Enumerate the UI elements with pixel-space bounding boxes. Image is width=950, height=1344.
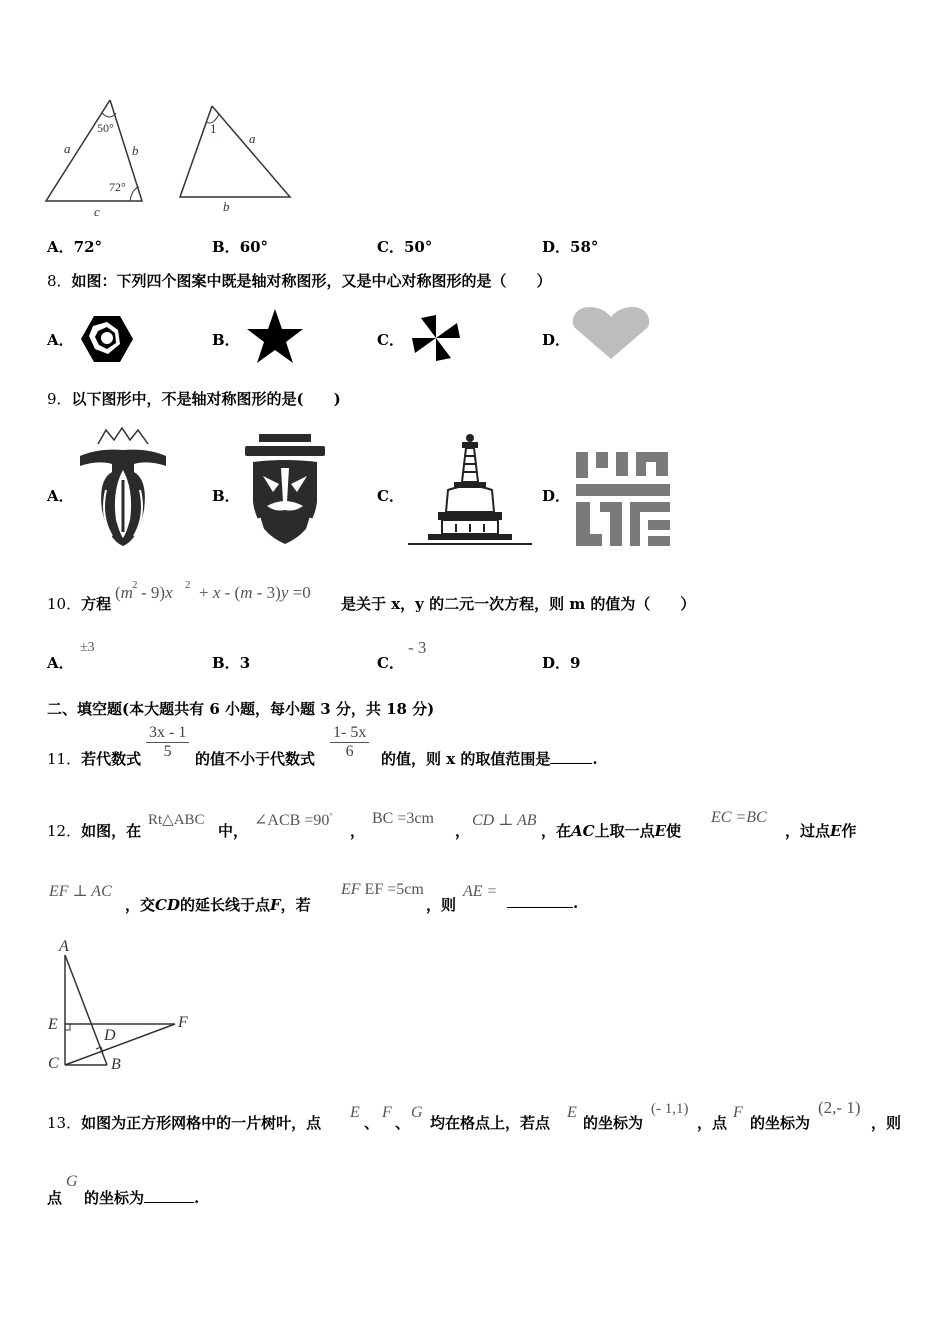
q13-stem-3: 的坐标为 <box>583 1114 644 1132</box>
q8-option-b[interactable]: B． <box>212 331 240 349</box>
q12-answer: . <box>507 894 578 912</box>
q12-text-zhong: 中， <box>218 822 249 840</box>
q9-opera-mask-icon <box>243 432 327 548</box>
q13-stem-2: 均在格点上，若点 <box>430 1114 551 1132</box>
q10-option-b[interactable]: B．3 <box>212 654 251 672</box>
q12-comma-1: ， <box>350 822 366 840</box>
q10-stem: 10．方程 <box>47 595 112 613</box>
q13-sep-1: 、 <box>364 1114 380 1132</box>
q12-ae: AE = <box>463 883 498 900</box>
q13-stem-6: ，则 <box>871 1114 902 1132</box>
q7-triangle-figure-1 <box>40 95 160 220</box>
q12-ec-bc: EC =BC <box>711 809 767 826</box>
q9-option-d[interactable]: D． <box>542 487 571 505</box>
q8-option-d[interactable]: D． <box>542 331 571 349</box>
q7-option-b[interactable]: B．60° <box>212 238 269 256</box>
q8-option-c[interactable]: C． <box>377 331 404 349</box>
q13-point-g-2: G <box>66 1173 78 1190</box>
q10-option-c-value: - 3 <box>408 638 427 657</box>
q11-answer-blank[interactable] <box>550 763 592 764</box>
svg-text:+ x - (m - 3)y =0: + x - (m - 3)y =0 <box>199 583 311 602</box>
q10-stem-suffix: 是关于 x，y 的二元一次方程，则 m 的值为（ ） <box>341 595 696 613</box>
fig2-side-a: a <box>249 131 256 146</box>
fig1-angle-top: 50° <box>97 121 114 135</box>
q8-star-icon <box>246 309 304 363</box>
fig1-side-b: b <box>132 143 139 158</box>
q7-option-d[interactable]: D．58° <box>542 238 599 256</box>
q9-pagoda-icon <box>408 432 532 548</box>
q12-ef-5cm: EF EF =5cm <box>341 881 424 898</box>
q13-stem-1: 13．如图为正方形网格中的一片树叶，点 <box>47 1114 322 1132</box>
q12-stem-1: 12．如图，在 <box>47 822 142 840</box>
q8-option-a[interactable]: A． <box>47 331 74 349</box>
q13-sep-2: 、 <box>395 1114 411 1132</box>
q11-fraction-1: $\frac{3x - 1}{5}$ <box>146 724 189 761</box>
q10-option-c[interactable]: C． <box>377 654 404 672</box>
q12-cd-perp-ab: CD ⊥ AB <box>472 812 537 829</box>
q10-option-d[interactable]: D．9 <box>542 654 581 672</box>
q12-label-f: F <box>178 1014 188 1031</box>
q13-e-coordinate: (- 1,1) <box>651 1101 689 1117</box>
q13-stem-5: 的坐标为 <box>750 1114 811 1132</box>
fig2-side-b: b <box>223 199 230 214</box>
section-2-title: 二、填空题(本大题共有 6 小题，每小题 3 分，共 18 分) <box>47 700 435 718</box>
fig1-side-c: c <box>94 204 100 219</box>
q9-option-c[interactable]: C． <box>377 487 404 505</box>
q12-rt-abc: Rt△ABC <box>148 812 205 828</box>
q13-point-e: E <box>350 1104 360 1121</box>
q9-option-b[interactable]: B． <box>212 487 240 505</box>
q12-stem-4: ，交CD的延长线于点F，若 <box>125 896 311 914</box>
q12-angle-acb: ∠ACB =90° <box>254 811 333 829</box>
q8-heart-icon <box>572 305 650 361</box>
q11-stem-3: 的值，则 x 的取值范围是 . <box>381 750 598 768</box>
q13-point-e-2: E <box>567 1104 577 1121</box>
fig2-angle-1: 1 <box>210 121 217 136</box>
q12-stem-3: ，过点E作 <box>785 822 857 840</box>
svg-text:- 9)x: - 9)x <box>141 583 173 602</box>
q12-text-ze: ，则 <box>426 896 457 914</box>
q12-label-c: C <box>48 1055 59 1072</box>
q9-bird-emblem-icon <box>78 420 168 548</box>
q10-equation <box>113 578 341 604</box>
q13-answer-blank[interactable] <box>144 1202 194 1203</box>
q7-triangle-figure-2 <box>175 100 295 210</box>
svg-text:2: 2 <box>132 579 138 591</box>
q13-line2-dian: 点 <box>47 1189 63 1207</box>
q10-option-a-value: ±3 <box>80 640 95 655</box>
q13-f-coordinate: (2,- 1) <box>818 1098 861 1117</box>
svg-text:(m: (m <box>115 583 133 602</box>
q8-pinwheel-icon <box>410 314 462 362</box>
q7-option-c[interactable]: C．50° <box>377 238 433 256</box>
q13-line2-rest: 的坐标为 . <box>84 1189 200 1207</box>
q12-comma-2: ， <box>455 822 471 840</box>
q12-label-b: B <box>111 1056 121 1073</box>
svg-text:2: 2 <box>185 579 191 591</box>
q11-stem-1: 11．若代数式 <box>47 750 142 768</box>
q13-point-g: G <box>411 1104 423 1121</box>
q8-stem: 8．如图：下列四个图案中既是轴对称图形，又是中心对称图形的是（ ） <box>47 272 552 290</box>
q8-hexagon-icon <box>80 314 134 364</box>
q9-stem: 9．以下图形中，不是轴对称图形的是( ) <box>47 390 341 408</box>
q9-maze-pattern-icon <box>574 450 670 548</box>
q9-option-a[interactable]: A． <box>47 487 74 505</box>
q13-point-f: F <box>382 1104 392 1121</box>
q12-bc: BC =3cm <box>372 810 434 827</box>
fig1-angle-bottom: 72° <box>109 180 126 194</box>
q7-option-a[interactable]: A．72° <box>47 238 103 256</box>
fig1-side-a: a <box>64 141 71 156</box>
q12-ef-perp-ac: EF ⊥ AC <box>49 883 112 900</box>
q12-label-e: E <box>48 1016 58 1033</box>
q12-label-d: D <box>104 1027 116 1044</box>
q10-option-a[interactable]: A． <box>47 654 74 672</box>
q12-stem-2: ，在AC上取一点E使 <box>541 822 682 840</box>
q11-stem-2: 的值不小于代数式 <box>195 750 316 768</box>
q13-stem-4: ，点 <box>697 1114 728 1132</box>
q12-answer-blank[interactable] <box>507 907 573 908</box>
q13-point-f-2: F <box>733 1104 743 1121</box>
q11-fraction-2: $\frac{1- 5x}{6}$ <box>330 724 369 761</box>
q12-label-a: A <box>59 938 69 955</box>
